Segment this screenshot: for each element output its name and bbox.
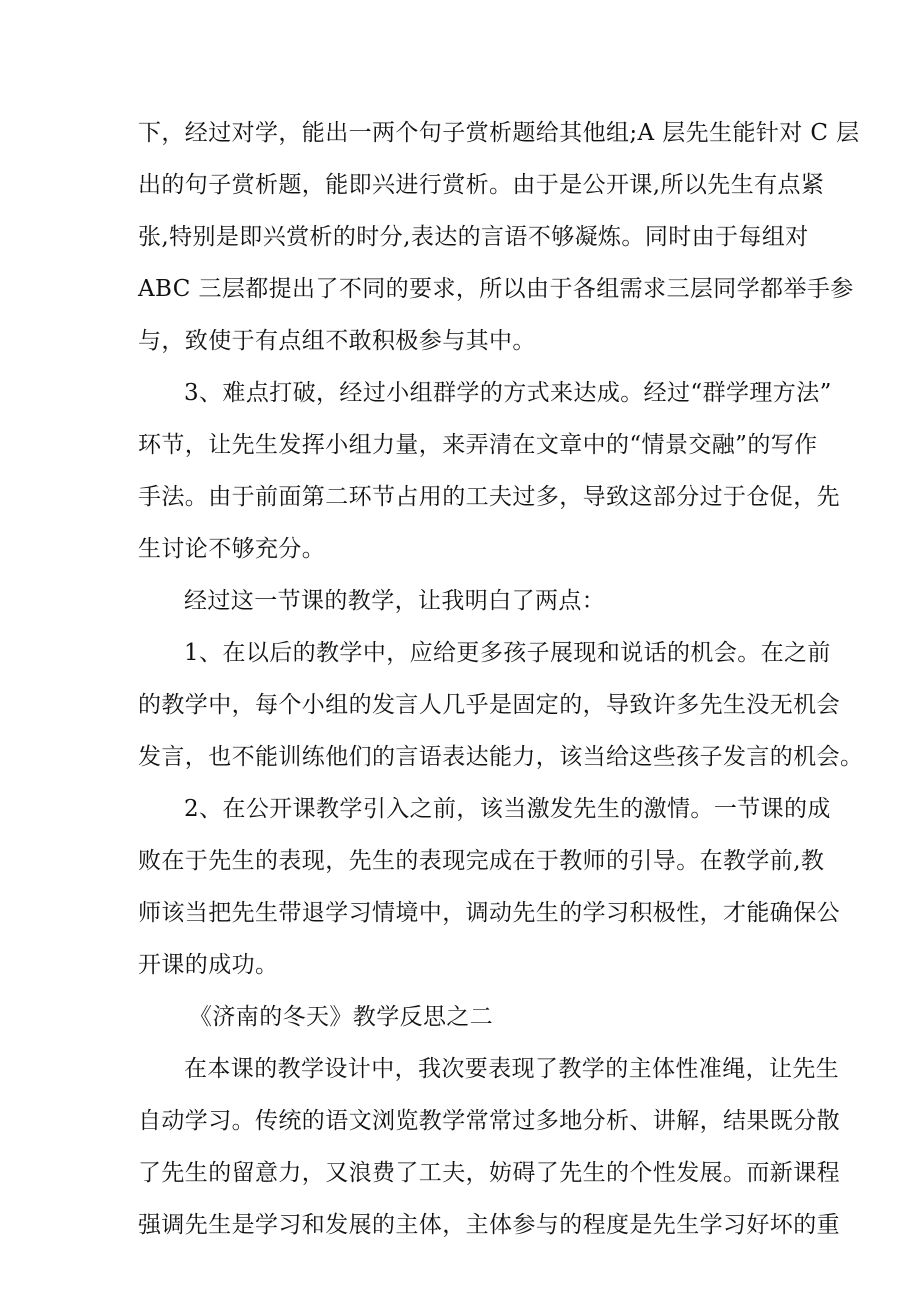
line-gap	[138, 832, 786, 839]
text-line: 生讨论不够充分。	[138, 536, 326, 562]
text-line: 与，致使于有点组不敢积极参与其中。	[138, 328, 536, 354]
line-gap	[138, 1092, 786, 1099]
line-gap	[138, 520, 786, 527]
text-line: 了先生的留意力，又浪费了工夫，妨碍了先生的个性发展。而新课程	[138, 1160, 840, 1186]
text-line: 张,特别是即兴赏析的时分,表达的言语不够凝炼。同时由于每组对	[138, 224, 809, 250]
text-line: 出的句子赏析题，能即兴进行赏析。由于是公开课,所以先生有点紧	[138, 172, 825, 198]
line-gap	[138, 156, 786, 163]
paragraph-start-line: 2、在公开课教学引入之前，该当激发先生的激情。一节课的成	[184, 796, 831, 822]
paragraph-start-line: 1、在以后的教学中，应给更多孩子展现和说话的机会。在之前	[184, 640, 831, 666]
line-gap	[138, 208, 786, 215]
line-gap	[138, 1040, 786, 1047]
line-gap	[138, 780, 786, 787]
line-gap	[138, 936, 786, 943]
paragraph-start-line: 在本课的教学设计中，我次要表现了教学的主体性准绳，让先生	[184, 1056, 840, 1082]
line-gap	[138, 884, 786, 891]
line-gap	[138, 260, 786, 267]
line-gap	[138, 728, 786, 735]
text-line: 师该当把先生带退学习情境中，调动先生的学习积极性，才能确保公	[138, 900, 840, 926]
line-gap	[138, 1196, 786, 1203]
text-line: ABC 三层都提出了不同的要求，所以由于各组需求三层同学都举手参	[138, 276, 854, 302]
line-gap	[138, 624, 786, 631]
section-title: 《济南的冬天》教学反思之二	[189, 1004, 494, 1030]
text-line: 的教学中，每个小组的发言人几乎是固定的，导致许多先生没无机会	[138, 692, 840, 718]
text-line: 环节，让先生发挥小组力量，来弄清在文章中的“情景交融”的写作	[138, 432, 818, 458]
document-body	[138, 111, 864, 1248]
text-line: 发言，也不能训练他们的言语表达能力，该当给这些孩子发言的机会。	[138, 744, 864, 770]
line-gap	[138, 676, 786, 683]
text-line: 手法。由于前面第二环节占用的工夫过多，导致这部分过于仓促，先	[138, 484, 840, 510]
line-gap	[138, 988, 786, 995]
paragraph-start-line: 3、难点打破，经过小组群学的方式来达成。经过“群学理方法”	[184, 380, 832, 406]
line-gap	[138, 364, 786, 371]
text-line: 强调先生是学习和发展的主体，主体参与的程度是先生学习好坏的重	[138, 1212, 840, 1238]
paragraph-start-line: 经过这一节课的教学，让我明白了两点：	[184, 588, 606, 614]
line-gap	[138, 572, 786, 579]
line-gap	[138, 416, 786, 423]
text-line: 自动学习。传统的语文浏览教学常常过多地分析、讲解，结果既分散	[138, 1108, 840, 1134]
line-gap	[138, 312, 786, 319]
text-line: 下，经过对学，能出一两个句子赏析题给其他组;A 层先生能针对 C 层	[138, 120, 860, 146]
text-line: 败在于先生的表现，先生的表现完成在于教师的引导。在教学前,教	[138, 848, 825, 874]
text-line: 开课的成功。	[138, 952, 279, 978]
line-gap	[138, 468, 786, 475]
line-gap	[138, 1144, 786, 1151]
